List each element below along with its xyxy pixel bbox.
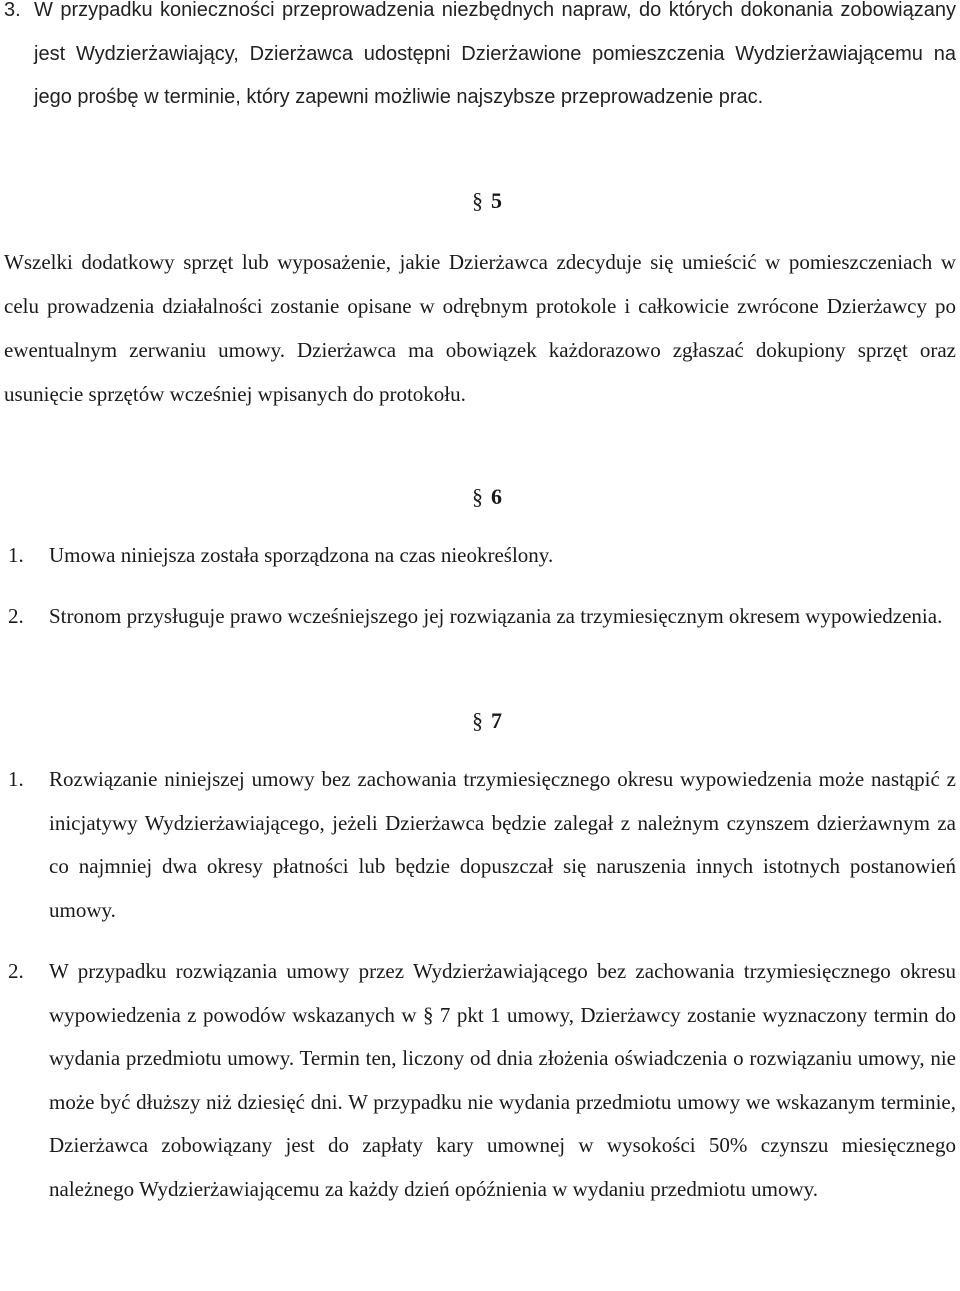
item-number: 1.	[8, 767, 24, 791]
section-7-heading	[0, 706, 960, 736]
section-symbol: §	[472, 708, 483, 733]
item-text: Umowa niniejsza została sporządzona na czas nieokreślony.	[49, 543, 554, 567]
section-6-heading	[0, 482, 960, 512]
section-5-heading	[0, 186, 960, 216]
section-6-number: 6	[491, 484, 502, 509]
point-3-text: W przypadku konieczności przeprowadzenia niezbędnych napraw, do których dokonania zobowiązany jest Wydzierżawiający, Dzierżawca udostępni Dzierżawione pomieszczenia Wydzierżawiającemu na jego prośbę w terminie, który zapewni możliwie najszybsze przeprowadzenie prac.	[34, 0, 956, 108]
section-6-item-1	[4, 534, 956, 578]
section-5-paragraph: Wszelki dodatkowy sprzęt lub wyposażenie, jakie Dzierżawca zdecyduje się umieścić w pomieszczeniach w celu prowadzenia działalności zostanie opisane w odrębnym protokole i całkowicie zwrócone Dzierżawcy po ewentualnym zerwaniu umowy. Dzierżawca ma obowiązek każdorazowo zgłaszać dokupiony sprzęt oraz usunięcie sprzętów wcześniej wpisanych do protokołu.	[4, 250, 956, 406]
item-text: Stronom przysługuje prawo wcześniejszego jej rozwiązania za trzymiesięcznym okresem wypowiedzenia.	[49, 604, 943, 628]
section-5-number: 5	[491, 188, 502, 213]
section-7-item-2	[4, 950, 956, 1211]
item-text: W przypadku rozwiązania umowy przez Wydzierżawiającego bez zachowania trzymiesięcznego okresu wypowiedzenia z powodów wskazanych w § 7 pkt 1 umowy, Dzierżawcy zostanie wyznaczony termin do wydania przedmiotu umowy. Termin ten, liczony od dnia złożenia oświadczenia o rozwiązaniu umowy, nie może być dłuższy niż dziesięć dni. W przypadku nie wydania przedmiotu umowy we wskazanym terminie, Dzierżawca zobowiązany jest do zapłaty kary umownej w wysokości 50% czynszu miesięcznego należnego Wydzierżawiającemu za każdy dzień opóźnienia w wydaniu przedmiotu umowy.	[49, 959, 956, 1201]
section-symbol: §	[472, 188, 483, 213]
section-7-number: 7	[491, 708, 502, 733]
item-number: 1.	[8, 543, 24, 567]
section-symbol: §	[472, 484, 483, 509]
section-7-item-1	[4, 758, 956, 932]
section-6-item-2	[4, 595, 956, 639]
point-3	[4, 0, 956, 120]
item-number: 2.	[8, 959, 24, 983]
item-text: Rozwiązanie niniejszej umowy bez zachowania trzymiesięcznego okresu wypowiedzenia może nastąpić z inicjatywy Wydzierżawiającego, jeżeli Dzierżawca będzie zalegał z należnym czynszem dzierżawnym za co najmniej dwa okresy płatności lub będzie dopuszczał się naruszenia innych istotnych postanowień umowy.	[49, 767, 956, 922]
item-number: 2.	[8, 604, 24, 628]
point-3-number: 3.	[4, 0, 21, 21]
